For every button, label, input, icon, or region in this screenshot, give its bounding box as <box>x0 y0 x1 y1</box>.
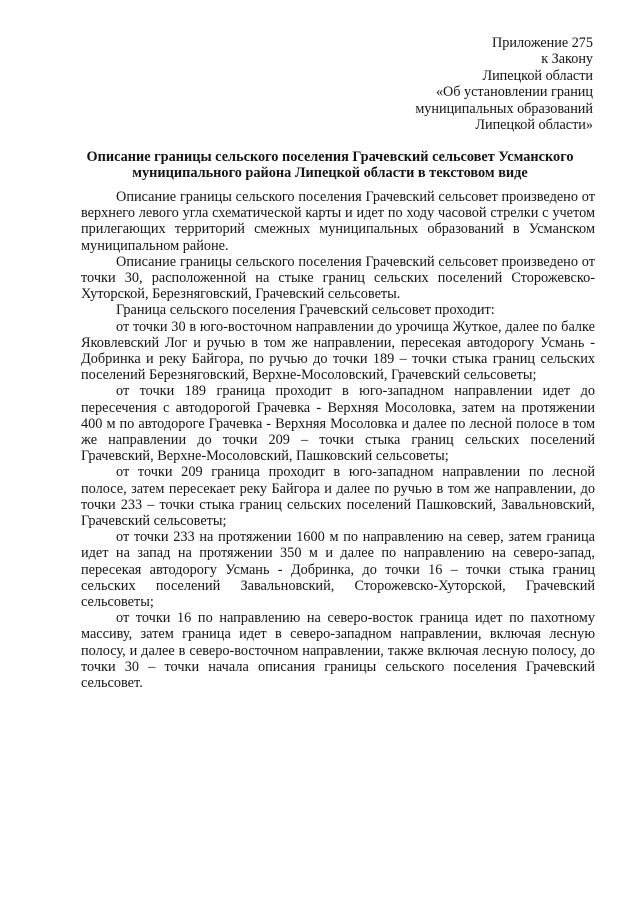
appendix-line: к Закону <box>541 51 593 68</box>
document-title: Описание границы сельского поселения Грачевский сельсовет Усманского муниципального района Липецкой области в текстовом виде <box>86 149 574 182</box>
body-paragraph: от точки 16 по направлению на северо-восток граница идет по пахотному массиву, затем граница идет в северо-западном направлении, включая лесную полосу, и далее в северо-восточном направлении, также включая лесную полосу, до точки 30 – точки начала описания границы сельского поселения Грачевский сельсовет. <box>81 610 595 692</box>
body-paragraph: от точки 189 граница проходит в юго-западном направлении идет до пересечения с автодорогой Грачевка - Верхняя Мосоловка, затем на протяжении 400 м по автодороге Грачевка - Верхняя Мосоловка и далее по лесной полосе в том же направлении до точки 209 – точки стыка границ сельских поселений Грачевский, Верхне-Мосоловский, Пашковский сельсоветы; <box>81 383 595 465</box>
body-paragraph: Описание границы сельского поселения Грачевский сельсовет произведено от верхнего левого угла схематической карты и идет по ходу часовой стрелки с учетом прилегающих территорий смежных муниципальных образований в Усманском муниципальном районе. <box>81 189 595 254</box>
appendix-header <box>353 35 593 133</box>
appendix-line: Приложение 275 <box>492 35 593 51</box>
body-paragraph: от точки 30 в юго-восточном направлении до урочища Жуткое, далее по балке Яковлевский Лог и ручью в том же направлении, пересекая автодорогу Усмань - Добринка и реку Байгора, по ручью до точки 189 – точки стыка границ сельских поселений Березняговский, Верхне-Мосоловский, Грачевский сельсоветы; <box>81 318 595 384</box>
body-paragraph: Граница сельского поселения Грачевский сельсовет проходит: <box>116 302 495 319</box>
appendix-line: «Об установлении границ <box>435 84 593 101</box>
body-paragraph: Описание границы сельского поселения Грачевский сельсовет произведено от точки 30, расположенной на стыке границ сельских поселений Сторожевско-Хуторской, Березняговский, Грачевский сельсоветы. <box>81 253 595 303</box>
appendix-line: Липецкой области» <box>475 117 593 134</box>
appendix-line: муниципальных образований <box>415 100 593 117</box>
document-body <box>81 189 595 691</box>
body-paragraph: от точки 233 на протяжении 1600 м по направлению на север, затем граница идет на запад на протяжении 350 м и далее по направлению на северо-запад, пересекая автодорогу Усмань - Добринка, до точки 16 – точки стыка границ сельских поселений Завальновский, Сторожевско-Хуторской, Грачевский сельсоветы; <box>81 529 595 611</box>
body-paragraph: от точки 209 граница проходит в юго-западном направлении по лесной полосе, затем пересекает реку Байгора и далее по ручью в том же направлении, до точки 233 – точки стыка границ сельских поселений Пашковский, Завальновский, Грачевский сельсоветы; <box>81 464 595 530</box>
appendix-line: Липецкой области <box>482 67 593 84</box>
